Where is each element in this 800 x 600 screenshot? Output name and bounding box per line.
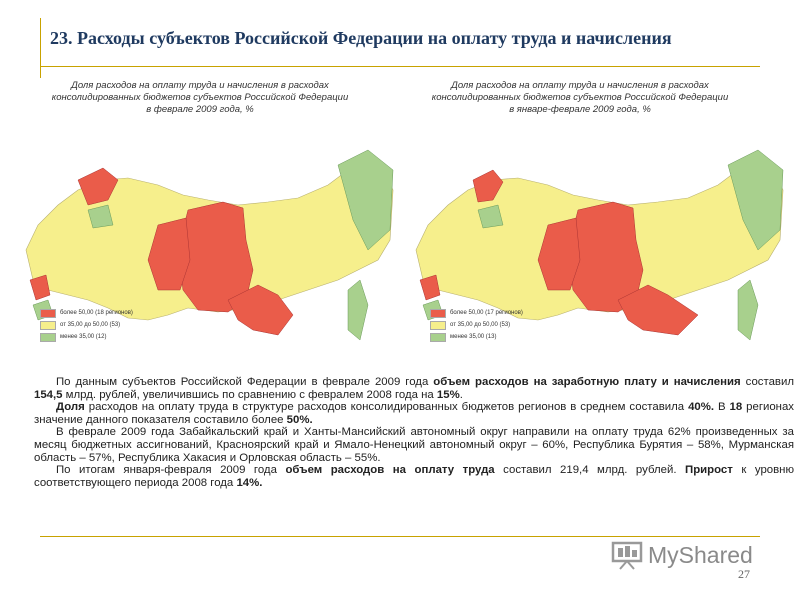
left-map-caption: Доля расходов на оплату труда и начисления в расходах консолидированных бюджетов субъектов Российской Федерации в феврале 2009 года, %: [51, 80, 349, 115]
paragraph-1: По данным субъектов Российской Федерации в феврале 2009 года объем расходов на заработную плату и начисления составил 154,5 млрд. рублей, увеличившись по сравнению с февралем 2008 года на 15%.: [34, 376, 794, 401]
paragraph-2: Доля расходов на оплату труда в структуре расходов консолидированных бюджетов регионов в среднем составила 40%. В 18 регионах значение данного показателя составило более 50%.: [34, 401, 794, 426]
slide-title: 23. Расходы субъектов Российской Федерации на оплату труда и начисления: [50, 28, 672, 48]
myshared-logo[interactable]: [610, 540, 753, 570]
legend-item-mid: от 35,00 до 50,00 (53): [40, 319, 133, 331]
right-map-legend: [430, 307, 523, 343]
russia-map-jan-feb: [398, 130, 788, 358]
legend-item-mid: от 35,00 до 50,00 (53): [430, 319, 523, 331]
legend-item-low: менее 35,00 (12): [40, 331, 133, 343]
title-vertical-rule: [40, 18, 41, 78]
legend-item-low: менее 35,00 (13): [430, 331, 523, 343]
russia-map-february: [8, 130, 398, 358]
title-frame: [40, 12, 760, 72]
region-green-kamchatka: [738, 280, 758, 340]
title-horizontal-rule: [40, 66, 760, 67]
presentation-icon: [610, 540, 644, 570]
body-text: [34, 376, 794, 489]
region-green-kamchatka: [348, 280, 368, 340]
footer-rule: [40, 536, 760, 537]
paragraph-4: По итогам января-февраля 2009 года объем расходов на оплату труда составил 219,4 млрд. рублей. Прирост к уровню соответствующего периода 2008 года 14%.: [34, 464, 794, 489]
left-map-legend: [40, 307, 133, 343]
logo-text: MyShared: [648, 541, 753, 568]
paragraph-3: В феврале 2009 года Забайкальский край и Ханты-Мансийский автономный округ направили на оплату труда 62% произведенных за месяц бюджетных ассигнований, Красноярский край и Ямало-Ненецкий автономный округ – 60%, Республика Бурятия – 58%, Мурманская область – 57%, Республика Хакасия и Орловская область – 55%.: [34, 426, 794, 464]
legend-item-high: более 50,00 (17 регионов): [430, 307, 523, 319]
legend-item-high: более 50,00 (18 регионов): [40, 307, 133, 319]
page-number: 27: [738, 567, 750, 581]
right-map-caption: Доля расходов на оплату труда и начисления в расходах консолидированных бюджетов субъектов Российской Федерации в январе-феврале 2009 года, %: [431, 80, 729, 115]
